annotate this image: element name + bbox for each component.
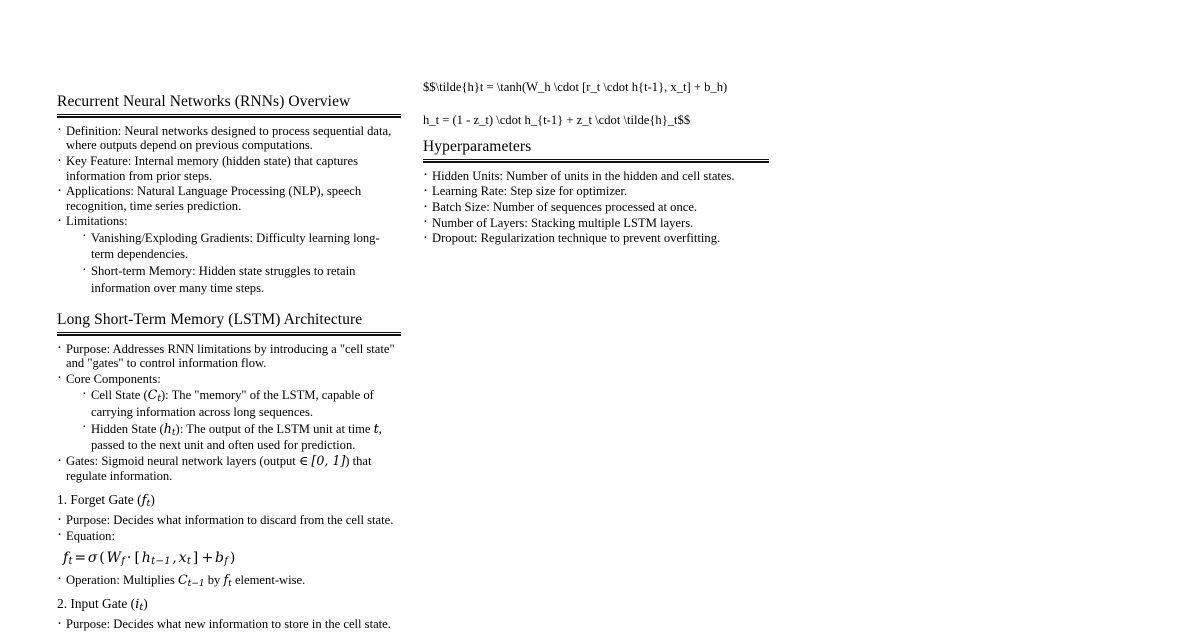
list-item [82, 421, 401, 453]
heading-rule [57, 114, 401, 118]
list-item [57, 214, 401, 295]
list-item: · Learning Rate: Step size for optimizer. [423, 184, 769, 199]
hidden-state-mid: ): The output of the LSTM unit at time [175, 421, 374, 436]
list-item: · Hidden Units: Number of units in the hidden and cell states. [423, 169, 769, 184]
list-item: · Dropout: Regularization technique to prevent overfitting. [423, 231, 769, 246]
lstm-bullet-list [57, 342, 401, 484]
list-item: · Batch Size: Number of sequences processed at once. [423, 200, 769, 215]
latex-line: h_t = (1 - z_t) \cdot h_{t-1} + z_t \cdot \tilde{h}_t$$ [423, 113, 691, 127]
forget-gate-number: 1. [57, 492, 68, 508]
gates-interval: [0, 1] [311, 453, 346, 469]
heading-rule [423, 159, 769, 163]
section-lstm-architecture [57, 311, 401, 484]
membership-symbol: ∈ [298, 453, 309, 469]
list-item [57, 454, 401, 483]
top-spacer [57, 0, 401, 93]
forget-gate-bullet-list [57, 513, 401, 543]
raw-latex-source [423, 80, 769, 128]
list-item: · Purpose: Addresses RNN limitations by introducing a "cell state" and "gates" to control information flow. [57, 342, 401, 371]
input-gate-title: Input Gate ( [70, 596, 136, 612]
list-item [57, 372, 401, 453]
left-column [57, 0, 401, 633]
section-heading-rnn-overview: Recurrent Neural Networks (RNNs) Overview [57, 93, 351, 110]
list-item: · Applications: Natural Language Processing (NLP), speech recognition, time series prediction. [57, 184, 401, 213]
cell-state-symbol: $C_t$ [147, 387, 161, 405]
operation-symbol-f: $f_t$ [223, 571, 232, 589]
heading-rule [57, 332, 401, 336]
list-item: · Key Feature: Internal memory (hidden state) that captures information from prior steps. [57, 154, 401, 183]
list-item [57, 573, 401, 588]
section-heading-lstm-architecture: Long Short-Term Memory (LSTM) Architecture [57, 310, 363, 328]
gates-prefix: Gates: Sigmoid neural network layers (output [66, 454, 299, 469]
hidden-state-symbol: $h_t$ [163, 420, 176, 438]
section-spacer [57, 297, 401, 311]
list-item-label: Limitations: [66, 214, 128, 229]
right-column [423, 0, 769, 247]
forget-gate-title: Forget Gate ( [70, 492, 142, 508]
list-item [82, 387, 401, 419]
list-item-label: Core Components: [66, 371, 161, 386]
cell-state-prefix: Cell State ( [91, 388, 148, 403]
hyperparameters-bullet-list [423, 169, 769, 246]
cell-state-suffix: ): The "memory" of the LSTM, capable of carrying information across long sequences. [91, 388, 374, 419]
input-gate-number: 2. [57, 596, 68, 612]
list-item: · Purpose: Decides what information to discard from the cell state. [57, 513, 401, 528]
input-gate-symbol: $i_t$ [135, 597, 144, 614]
section-hyperparameters [423, 138, 769, 246]
forget-gate-operation-list [57, 573, 401, 588]
hidden-state-prefix: Hidden State ( [91, 421, 164, 436]
operation-mid: by [204, 572, 224, 587]
hidden-state-time-symbol: t [373, 420, 379, 436]
section-heading-hyperparameters: Hyperparameters [423, 138, 532, 155]
operation-prefix: Operation: Multiplies [66, 572, 178, 587]
rnn-limitations-sublist [66, 230, 401, 296]
input-gate-bullet-list [57, 617, 401, 632]
top-spacer [423, 0, 769, 80]
core-components-sublist [66, 387, 401, 453]
forget-gate-equation: $f_t = \sigma$ ( $W_f$ · [ $h_{t-1}$ , $x_t$ ] + $b_f$ ) [63, 549, 236, 567]
list-item: · Short-term Memory: Hidden state struggles to retain information over many time steps. [82, 263, 401, 295]
hidden-state-suffix: , passed to the next unit and often used for prediction. [91, 421, 382, 452]
list-item: · Number of Layers: Stacking multiple LSTM layers. [423, 216, 769, 231]
list-item: · Equation: [57, 529, 401, 544]
latex-line-spacer [423, 95, 769, 113]
section-rnn-overview [57, 93, 401, 296]
heading-forget-gate [57, 492, 401, 509]
list-item: · Purpose: Decides what new information to store in the cell state. [57, 617, 401, 632]
operation-suffix: element-wise. [231, 572, 306, 587]
rnn-overview-bullet-list [57, 124, 401, 296]
list-item: · Vanishing/Exploding Gradients: Difficulty learning long-term dependencies. [82, 230, 401, 262]
gates-suffix: ) that regulate information. [66, 454, 372, 483]
latex-line: $$\tilde{h}t = \tanh(W_h \cdot [r_t \cdot h{t-1}, x_t] + b_h) [423, 80, 728, 94]
forget-gate-symbol: $f_t$ [141, 493, 151, 510]
input-gate-title-close: ) [143, 596, 148, 612]
list-item: · Definition: Neural networks designed to process sequential data, where outputs depend on previous computations. [57, 124, 401, 153]
operation-symbol-c: $C_{t-1}$ [177, 571, 205, 589]
heading-input-gate [57, 596, 401, 613]
forget-gate-title-close: ) [150, 492, 155, 508]
